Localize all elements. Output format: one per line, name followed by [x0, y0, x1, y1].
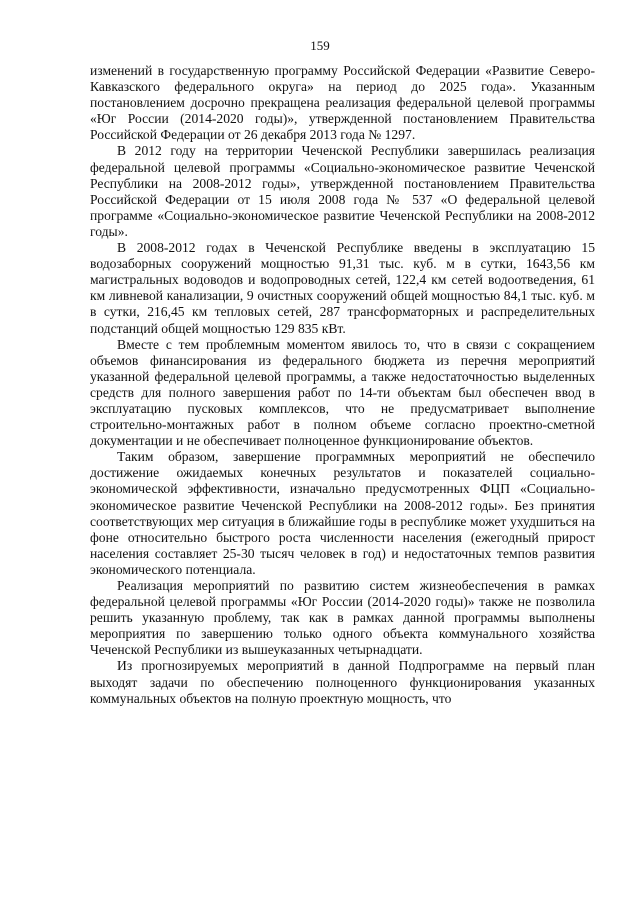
paragraph-6: Реализация мероприятий по развитию систем жизнеобеспечения в рамках федеральной целевой программы «Юг России (2014-2020 годы)» также не позволила решить указанную проблему, так как в рамках данной программы выполнены мероприятия по завершению только одного объекта коммунального хозяйства Чеченской Республики из вышеуказанных четырнадцати.: [90, 578, 595, 658]
paragraph-7: Из прогнозируемых мероприятий в данной Подпрограмме на первый план выходят задачи по обеспечению полноценного функционирования указанных коммунальных объектов на полную проектную мощность, что: [90, 658, 595, 706]
page-number: 159: [310, 38, 330, 53]
paragraph-2: В 2012 году на территории Чеченской Республики завершилась реализация федеральной целевой программы «Социально-экономическое развитие Чеченской Республики на 2008-2012 годы», утвержденной постановлением Правительства Российской Федерации от 15 июля 2008 года № 537 «О федеральной целевой программе «Социально-экономическое развитие Чеченской Республики на 2008-2012 годы».: [90, 143, 595, 239]
paragraph-5: Таким образом, завершение программных мероприятий не обеспечило достижение ожидаемых конечных результатов и показателей социально-экономической эффективности, изначально предусмотренных ФЦП «Социально-экономическое развитие Чеченской Республики на 2008-2012 годы». Без принятия соответствующих мер ситуация в ближайшие годы в республике может ухудшиться на фоне относительно быстрого роста численности населения (ежегодный прирост населения составляет 25-30 тысяч человек в год) и недостаточных темпов развития экономического потенциала.: [90, 449, 595, 577]
paragraph-3: В 2008-2012 годах в Чеченской Республике введены в эксплуатацию 15 водозаборных сооружений мощностью 91,31 тыс. куб. м в сутки, 1643,56 км магистральных водоводов и водопроводных сетей, 122,4 км сетей водоотведения, 61 км ливневой канализации, 9 очистных сооружений общей мощностью 84,1 тыс. куб. м в сутки, 216,45 км тепловых сетей, 287 трансформаторных и распределительных подстанций общей мощностью 129 835 кВт.: [90, 240, 595, 336]
paragraph-1: изменений в государственную программу Российской Федерации «Развитие Северо-Кавказского федерального округа» на период до 2025 года». Указанным постановлением досрочно прекращена реализация федеральной целевой программы «Юг России (2014-2020 годы)», утвержденной постановлением Правительства Российской Федерации от 26 декабря 2013 года № 1297.: [90, 63, 595, 143]
document-body: [90, 63, 595, 707]
paragraph-4: Вместе с тем проблемным моментом явилось то, что в связи с сокращением объемов финансирования из федерального бюджета из перечня мероприятий указанной федеральной целевой программы, а также недостаточностью выделенных средств для полного завершения работ по 14-ти объектам был обеспечен ввод в эксплуатацию пусковых комплексов, что не предусматривает выполнение строительно-монтажных работ в полном объеме согласно проектно-сметной документации и не обеспечивает полноценное функционирование объектов.: [90, 336, 595, 449]
